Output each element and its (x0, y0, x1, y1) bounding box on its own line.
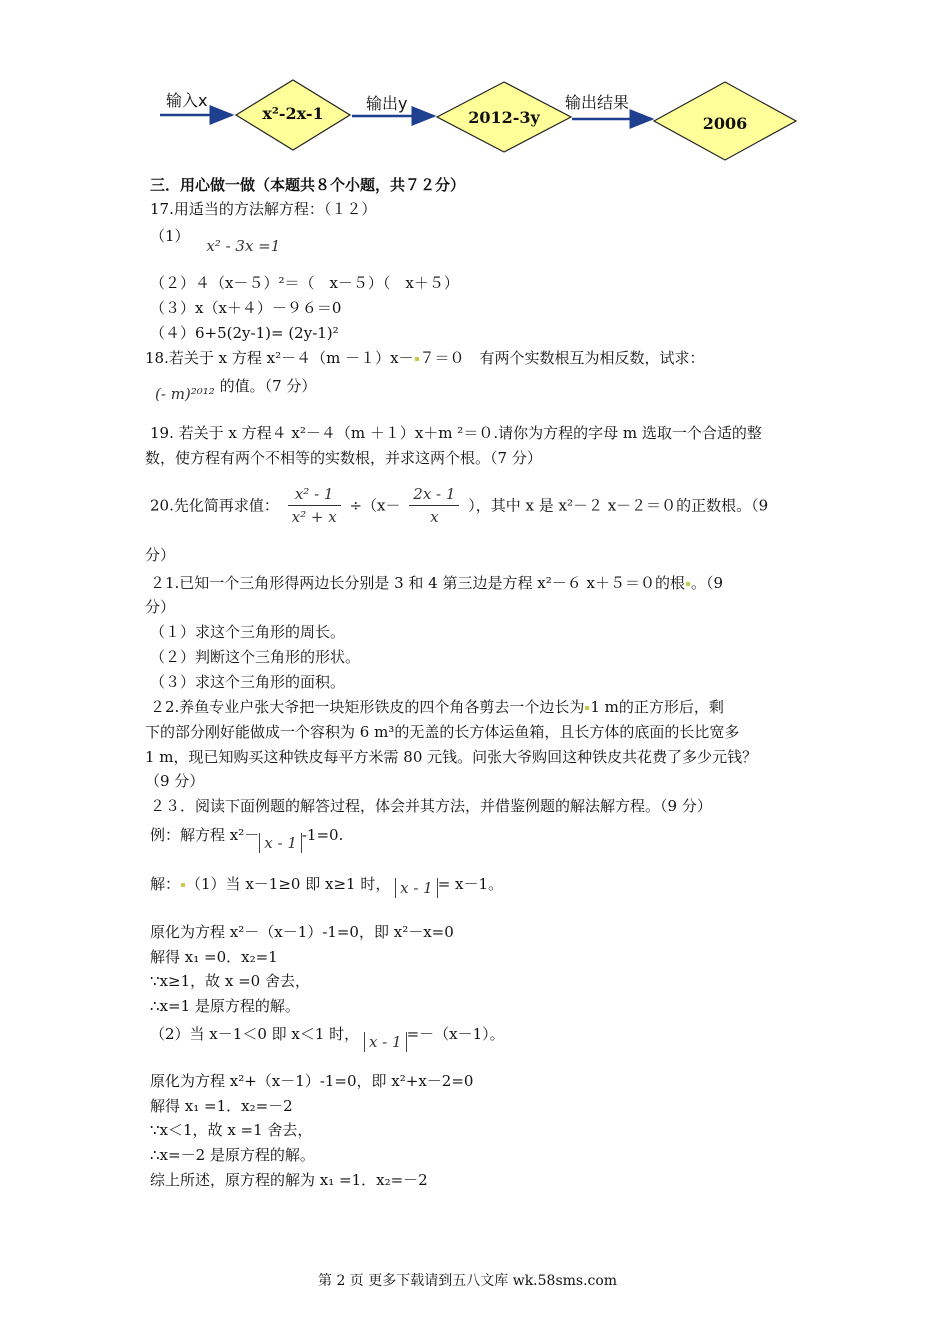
q23-case2-line1: 原化为方程 x²+（x－1）-1=0，即 x²+x－2=0 (150, 1072, 474, 1090)
q22-line3: 1 m，现已知购买这种铁皮每平方米需 80 元钱。问张大爷购回这种铁皮共花费了多少元钱？ (145, 748, 758, 766)
q17-part1 (150, 226, 281, 255)
q18-line2: (- m)²⁰¹² 的值。（7 分） (155, 377, 317, 403)
flow-input-label: 输入x (166, 91, 208, 110)
q20-line (150, 485, 768, 535)
q17-part2: （２）４（x－５）²＝（ x－５）（ x＋５） (150, 274, 459, 292)
flow-box1-text: x²-2x-1 (262, 104, 324, 123)
q20-score-wrap: 分） (145, 546, 176, 564)
flow-box2-text: 2012-3y (468, 108, 540, 127)
abs-expression: x - 1 (395, 878, 438, 898)
q22-line2: 下的部分刚好能做成一个容积为 6 m³的无盖的长方体运鱼箱，且长方体的底面的长比宽多 (145, 723, 740, 741)
q17-part1-eq: x² - 3x =1 (206, 237, 281, 255)
q23-case1-line4: ∴x=1 是原方程的解。 (150, 997, 300, 1015)
q22-line1: ２2.养鱼专业户张大爷把一块矩形铁皮的四个角各剪去一个边长为 1 m的正方形后，剩 (150, 698, 724, 716)
mark-dot (415, 357, 419, 361)
flow-output-y-label: 输出y (366, 94, 408, 113)
q23-case1-intro: 解： （1）当 x－1≥0 即 x≥1 时， x - 1 = x－1。 (150, 875, 504, 897)
q23-example: 例：解方程 x²－ x - 1 -1=0. (150, 826, 344, 852)
page-footer: 第 2 页 更多下载请到五八文库 wk.58sms.com (318, 1273, 618, 1289)
mark-dot (181, 883, 185, 887)
q23-case2-line2: 解得 x₁ =1．x₂=－2 (150, 1097, 293, 1115)
q23-case2-line4: ∴x=－2 是原方程的解。 (150, 1146, 315, 1164)
abs-expression: x - 1 (259, 833, 302, 853)
q22-line4: （9 分） (145, 772, 205, 790)
q23-stem: ２３．阅读下面例题的解答过程，体会并其方法，并借鉴例题的解法解方程。（9 分） (150, 797, 712, 815)
q20-tail: ），其中 x 是 x²－２ x－２＝０的正数根。（9 (468, 496, 769, 515)
q23-case2-intro: （2）当 x－1＜0 即 x＜1 时， x - 1 =－（x－1）。 (150, 1025, 505, 1051)
q20-fraction-1: $\frac{\text{x² - 1}}{\text{x² + x}}$ (288, 485, 341, 526)
q21-part1: （１）求这个三角形的周长。 (150, 623, 346, 641)
q21-part2: （２）判断这个三角形的形状。 (150, 648, 361, 666)
q18-line1: 18.若关于 x 方程 x²－４（m －１）x－ ７＝０ 有两个实数根互为相反数，试求： (145, 349, 705, 367)
abs-expression: x - 1 (364, 1032, 407, 1052)
q21-part3: （３）求这个三角形的面积。 (150, 673, 346, 691)
flowchart (0, 0, 950, 180)
q23-case2-line3: ∵x＜1，故 x =1 舍去， (150, 1121, 313, 1139)
q23-case1-line3: ∵x≥1，故 x =0 舍去， (150, 972, 310, 990)
q21-line1: ２1.已知一个三角形得两边长分别是 3 和 4 第三边是方程 x²－６ x＋５＝０的根 。（9 (150, 574, 723, 592)
mark-dot (686, 582, 690, 586)
q23-case1-line2: 解得 x₁ =0．x₂=1 (150, 948, 278, 966)
q23-case1-line1: 原化为方程 x²－（x－1）-1=0，即 x²－x=0 (150, 923, 454, 941)
q17-part3: （３）x（x＋４）－９６＝0 (150, 299, 342, 317)
mark-dot (585, 706, 589, 710)
flow-result-label: 输出结果 (565, 93, 630, 112)
q17-part1-label: （1） (150, 227, 190, 245)
q18-expression: (- m)²⁰¹² (155, 385, 215, 403)
q19-line2: 数，使方程有两个不相等的实数根，并求这两个根。（7 分） (145, 449, 542, 467)
q21-line2: 分） (145, 598, 176, 616)
section-heading: 三．用心做一做（本题共８个小题，共７２分） (150, 176, 466, 194)
q17-part4: （４）6+5(2y-1)= (2y-1)² (150, 324, 339, 342)
flow-box3-text: 2006 (702, 114, 748, 133)
q20-lead: 20.先化简再求值： (150, 496, 279, 515)
q19-line1: 19. 若关于 x 方程４ x²－４（m ＋１）x＋m ²＝０.请你为方程的字母 m 选取一个合适的整 (150, 424, 762, 442)
q20-mid: ÷（x－ (349, 496, 401, 515)
q20-fraction-2: $\frac{2x - 1}{x}$ (409, 485, 459, 526)
q17-stem: 17.用适当的方法解方程：（１２） (150, 200, 377, 218)
q23-summary: 综上所述，原方程的解为 x₁ =1．x₂=－2 (150, 1171, 428, 1189)
